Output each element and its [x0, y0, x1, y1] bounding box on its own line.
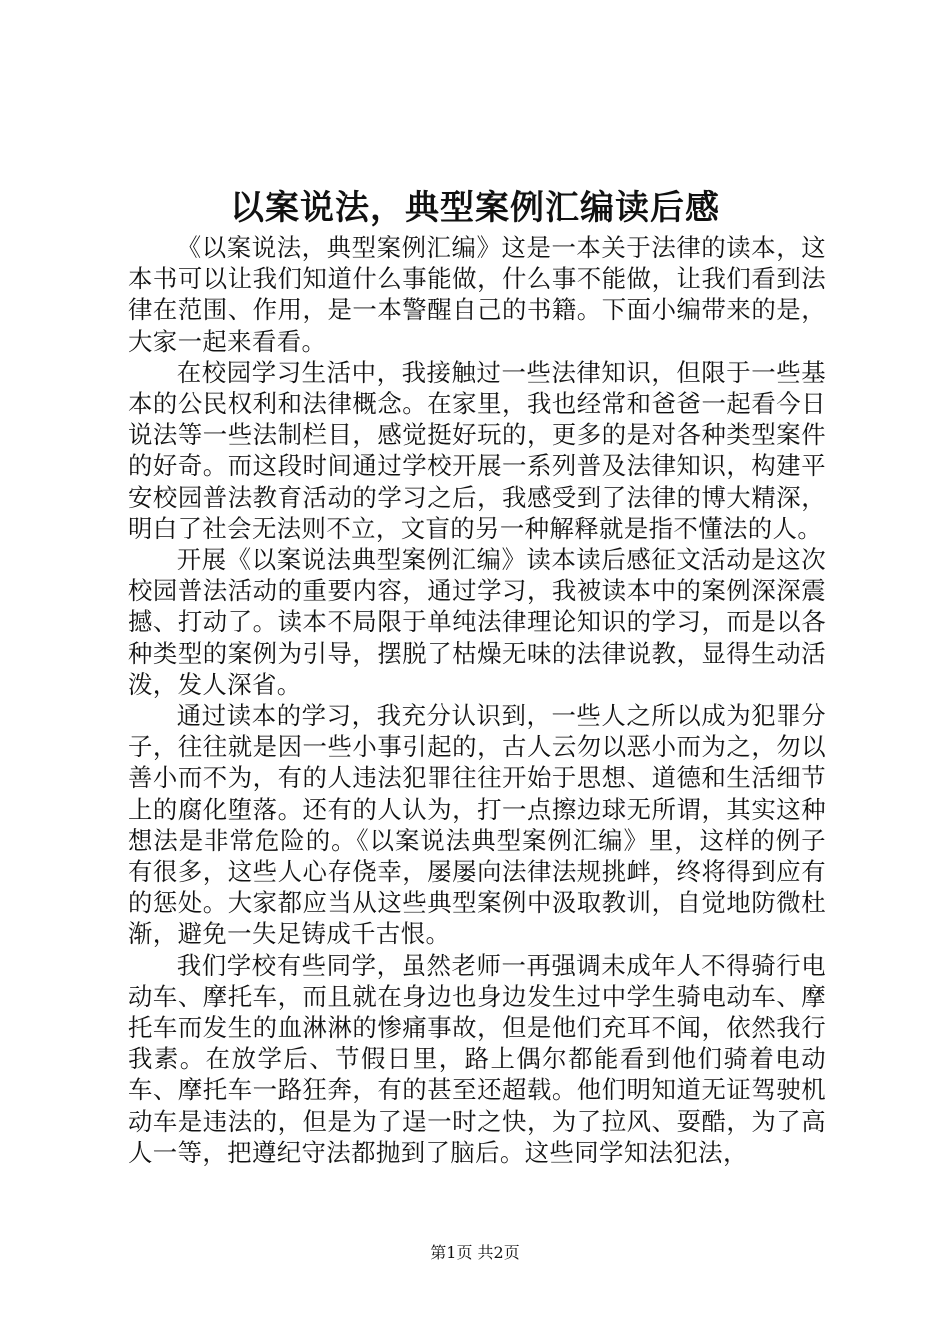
paragraph-intro: 《以案说法，典型案例汇编》这是一本关于法律的读本，这本书可以让我们知道什么事能做，什么事不能做，让我们看到法律在范围、作用，是一本警醒自己的书籍。下面小编带来的是，大家一起来看看。	[128, 233, 826, 356]
document-title: 以案说法，典型案例汇编读后感	[230, 188, 720, 228]
paragraph-reflection: 通过读本的学习，我充分认识到，一些人之所以成为犯罪分子，往往就是因一些小事引起的，古人云勿以恶小而为之，勿以善小而不为，有的人违法犯罪往往开始于思想、道德和生活细节上的腐化堕落。还有的人认为，打一点擦边球无所谓，其实这种想法是非常危险的。《以案说法典型案例汇编》里，这样的例子有很多，这些人心存侥幸，屡屡向法律法规挑衅，终将得到应有的惩处。大家都应当从这些典型案例中汲取教训，自觉地防微杜渐，避免一失足铸成千古恨。	[128, 701, 826, 949]
paragraph-essay-activity: 开展《以案说法典型案例汇编》读本读后感征文活动是这次校园普法活动的重要内容，通过学习，我被读本中的案例深深震撼、打动了。读本不局限于单纯法律理论知识的学习，而是以各种类型的案例为引导，摆脱了枯燥无味的法律说教，显得生动活泼，发人深省。	[128, 545, 826, 699]
page-number-footer: 第1页 共2页	[430, 1243, 520, 1262]
paragraph-campus-study: 在校园学习生活中，我接触过一些法律知识，但限于一些基本的公民权利和法律概念。在家里，我也经常和爸爸一起看今日说法等一些法制栏目，感觉挺好玩的，更多的是对各种类型案件的好奇。而这段时间通过学校开展一系列普及法律知识，构建平安校园普法教育活动的学习之后，我感受到了法律的博大精深，明白了社会无法则不立，文盲的另一种解释就是指不懂法的人。	[128, 357, 826, 543]
document-body	[128, 232, 826, 1168]
paragraph-school-example: 我们学校有些同学，虽然老师一再强调未成年人不得骑行电动车、摩托车，而且就在身边也身边发生过中学生骑电动车、摩托车而发生的血淋淋的惨痛事故，但是他们充耳不闻，依然我行我素。在放学后、节假日里，路上偶尔都能看到他们骑着电动车、摩托车一路狂奔，有的甚至还超载。他们明知道无证驾驶机动车是违法的，但是为了逞一时之快，为了拉风、耍酷，为了高人一等，把遵纪守法都抛到了脑后。这些同学知法犯法，	[128, 950, 826, 1167]
